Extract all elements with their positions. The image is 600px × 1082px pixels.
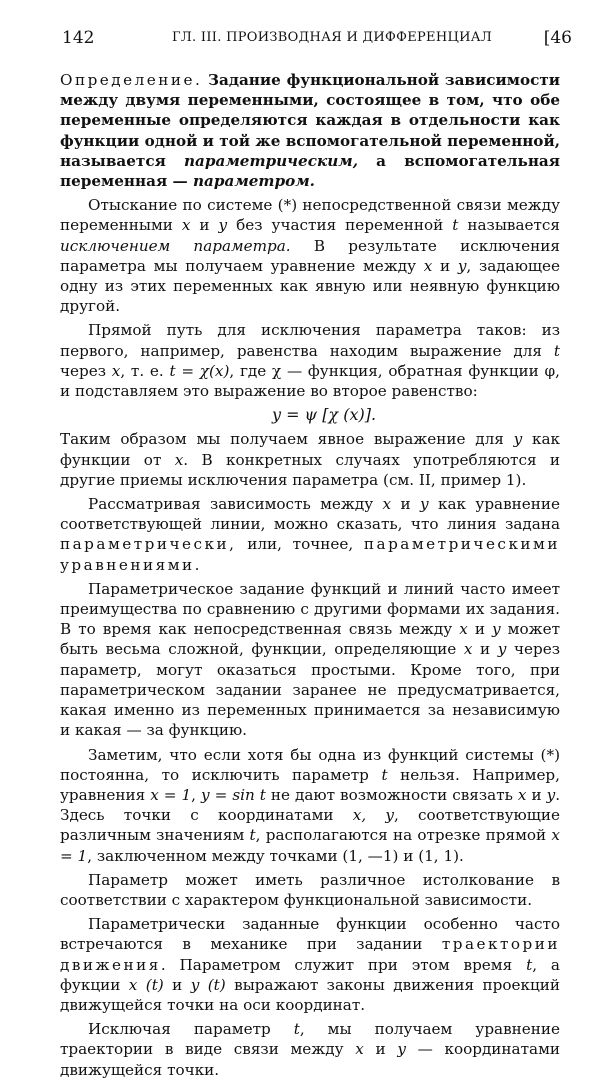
page-body bbox=[60, 70, 560, 1082]
definition-label: Определение. bbox=[60, 71, 203, 89]
paragraph: Параметрическое задание функций и линий часто имеет преимущества по сравнению с другими формами их задания. В то время как непосредственная связь между x и y может быть весьма сложной, функции, определяющие x и y через параметр, могут оказаться простыми. Кроме того, при параметрическом задании заранее не предусматривается, какая именно из переменных принимается за независимую и какая — за функцию. bbox=[60, 579, 561, 740]
term-parametric: параметрическим, bbox=[184, 151, 358, 170]
paragraph: Рассматривая зависимость между x и y как уравнение соответствующей линии, можно сказать, что линия задана параметрически, или, точнее, параметрическими уравнениями. bbox=[60, 495, 560, 574]
paragraph: Заметим, что если хотя бы одна из функций системы (*) постоянна, то исключить параметр t нельзя. Например, уравнения x = 1, y = sin t не дают возможности связать x и y. Здесь точки с координатами x, y, соответствующие различным значениям t, располагаются на отрезке прямой x = 1, заключенном между точками (1, —1) и (1, 1). bbox=[60, 745, 561, 865]
paragraph: Таким образом мы получаем явное выражение для y как функции от x. В конкретных случаях употребляются и другие приемы исключения параметра (см. II, пример 1). bbox=[60, 430, 560, 489]
term-parametric-equations: параметрическими уравнениями. bbox=[60, 535, 560, 574]
term-trajectory: траектории движения bbox=[60, 935, 560, 974]
paragraph: Отыскание по системе (*) непосредственной связи между переменными x и y без участия переменной t называется исключением параметра. В результате исключения параметра мы получаем уравнение между x и y, задающее одну из этих переменных как явную или неявную функцию другой. bbox=[60, 196, 561, 316]
page-header bbox=[62, 28, 572, 58]
term-parameter: параметром. bbox=[192, 172, 315, 191]
paragraph: Прямой путь для исключения параметра таков: из первого, например, равенства находим выражение для t через x, т. е. t = χ(x), где χ — функция, обратная функции φ, и подставляем это выражение во второе равенство: bbox=[60, 321, 560, 401]
definition-paragraph: Определение. Задание функциональной зависимости между двумя переменными, состоящее в том, что обе переменные определяются каждая в отдельности как функции одной и той же вспомогательной переменной, называется параметрическим, а вспомогательная переменная — параметром. bbox=[60, 71, 560, 191]
paragraph: Параметр может иметь различное истолкование в соответствии с характером функциональной зависимости. bbox=[60, 870, 560, 909]
display-formula: y = ψ [χ (x)]. bbox=[271, 405, 377, 425]
section-number: [46 bbox=[543, 28, 572, 48]
term-elimination: исключением параметра. bbox=[60, 236, 291, 255]
term-parametrically: параметрически, bbox=[60, 535, 237, 554]
paragraph: Исключая параметр t, мы получаем уравнение траектории в виде связи между x и y — координатами движущейся точки. bbox=[60, 1020, 560, 1079]
running-title: ГЛ. III. ПРОИЗВОДНАЯ И ДИФФЕРЕНЦИАЛ bbox=[172, 30, 493, 45]
page-number: 142 bbox=[62, 28, 95, 48]
paragraph: Параметрически заданные функции особенно часто встречаются в механике при задании траектории движения. Параметром служит при этом время t, а фукции x (t) и y (t) выражают законы движения проекций движущейся точки на оси координат. bbox=[60, 915, 560, 1014]
